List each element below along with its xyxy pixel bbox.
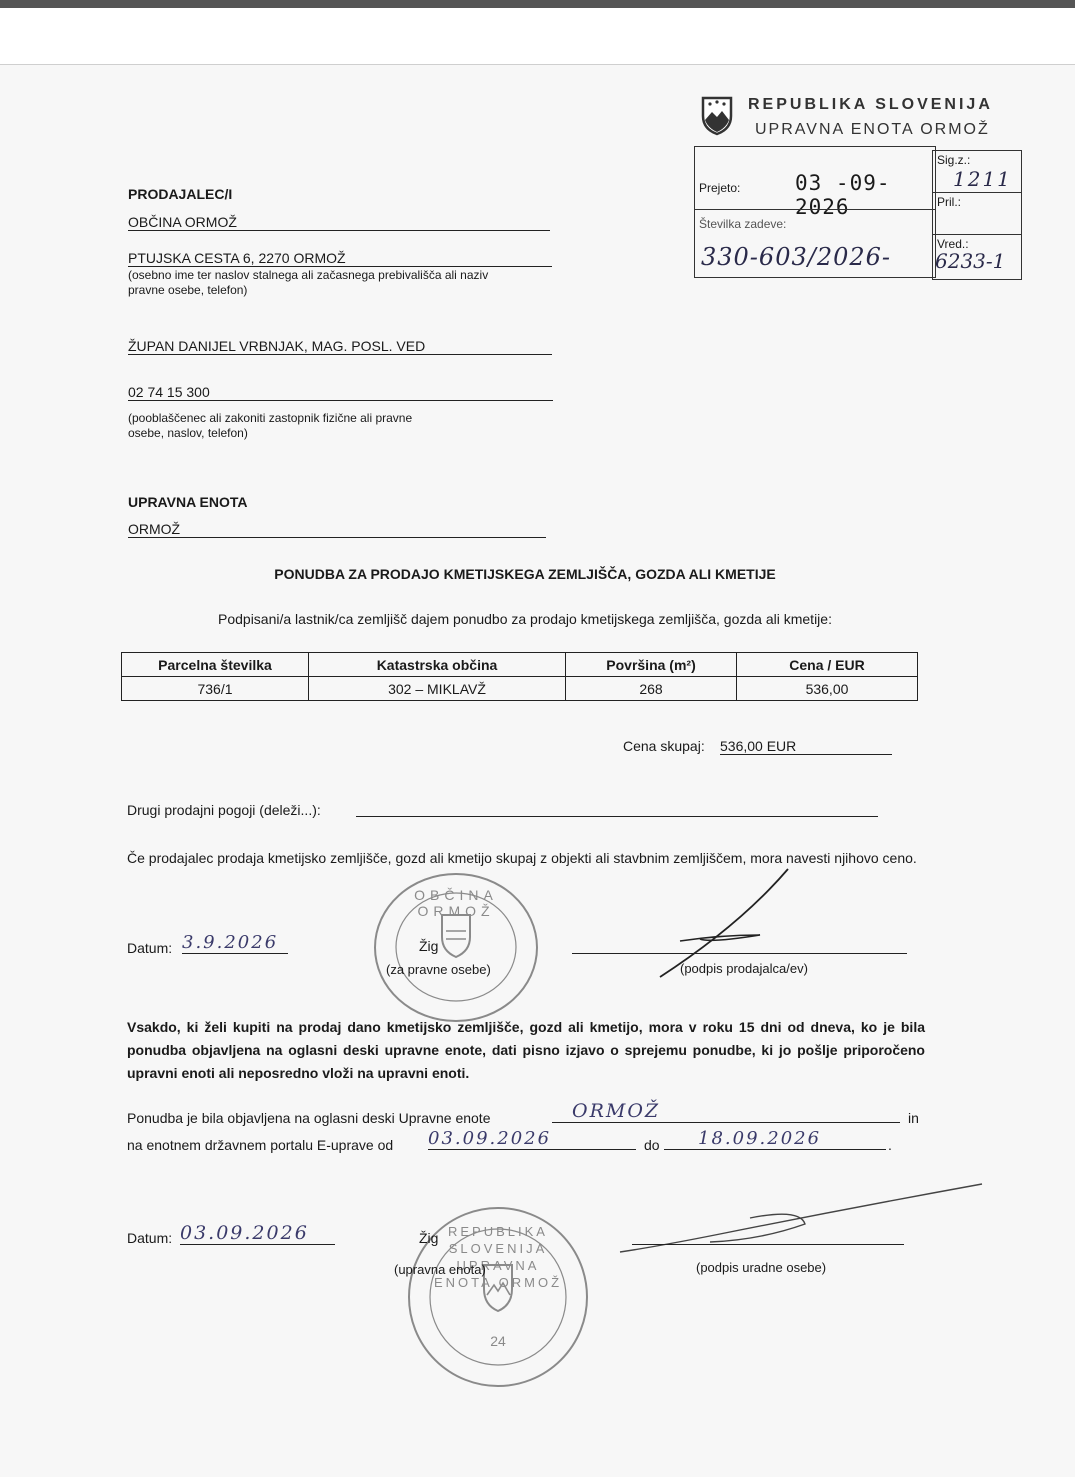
scan-top-edge bbox=[0, 0, 1075, 65]
administrative-unit-seal-text: REPUBLIKA SLOVENIJA UPRAVNA ENOTA ORMOŽ bbox=[433, 1224, 563, 1290]
received-date: 03 -09- 2026 bbox=[795, 171, 891, 219]
official-signature-label: (podpis uradne osebe) bbox=[696, 1260, 827, 1275]
document-title: PONUDBA ZA PRODAJO KMETIJSKEGA ZEMLJIŠČA, GOZDA ALI KMETIJE bbox=[274, 566, 776, 582]
vred-cell bbox=[933, 235, 1021, 277]
sig-label: Sig.z.: bbox=[937, 153, 971, 167]
seller-stamp-label: Žig bbox=[419, 938, 439, 954]
case-number: 330-603/2026- bbox=[701, 243, 891, 271]
official-date-label: Datum: bbox=[127, 1230, 173, 1246]
official-signature bbox=[600, 1178, 990, 1273]
seller-name: OBČINA ORMOŽ bbox=[128, 214, 550, 231]
cell-area: 268 bbox=[566, 677, 737, 701]
conditions-line bbox=[356, 800, 878, 817]
official-stamp-note: (upravna enota) bbox=[394, 1262, 486, 1277]
seller-stamp-note: (za pravne osebe) bbox=[386, 962, 491, 977]
official-date-value: 03.09.2026 bbox=[180, 1222, 335, 1245]
receipt-stamp-side bbox=[932, 150, 1022, 280]
column-header-price: Cena / EUR bbox=[737, 653, 918, 677]
administrative-unit-seal-number: 24 bbox=[490, 1333, 506, 1349]
seller-date-value: 3.9.2026 bbox=[182, 932, 288, 954]
seller-representative: ŽUPAN DANIJEL VRBNJAK, MAG. POSL. VED bbox=[128, 338, 552, 355]
column-header-parcel: Parcelna številka bbox=[122, 653, 309, 677]
admin-unit-heading: UPRAVNA ENOTA bbox=[128, 494, 248, 510]
official-signature-line bbox=[632, 1228, 904, 1245]
publication-line2-prefix: na enotnem državnem portalu E-uprave od bbox=[127, 1137, 394, 1153]
pril-cell bbox=[933, 193, 1021, 235]
table-header-row bbox=[122, 653, 918, 677]
publication-to-label: do bbox=[644, 1137, 660, 1153]
receipt-stamp bbox=[694, 146, 936, 278]
seller-address: PTUJSKA CESTA 6, 2270 ORMOŽ bbox=[128, 250, 552, 267]
header-title: REPUBLIKA SLOVENIJA bbox=[748, 96, 993, 113]
coat-of-arms-icon bbox=[700, 96, 734, 141]
official-stamp-label: Žig bbox=[419, 1230, 439, 1246]
document-intro: Podpisani/a lastnik/ca zemljišč dajem ponudbo za prodajo kmetijskega zemljišča, gozda ali kmetije: bbox=[218, 611, 832, 627]
table-row bbox=[122, 677, 918, 701]
cell-parcel: 736/1 bbox=[122, 677, 309, 701]
publication-line1-prefix: Ponudba je bila objavljena na oglasni deski Upravne enote bbox=[127, 1110, 491, 1126]
seller-signature-line bbox=[572, 937, 907, 954]
publication-unit: ORMOŽ bbox=[552, 1100, 900, 1123]
publication-to-date: 18.09.2026 bbox=[664, 1128, 886, 1150]
vred-value: 6233-1 bbox=[935, 249, 1006, 273]
municipality-seal-text: OBČINA ORMOŽ bbox=[414, 887, 498, 919]
conditions-label: Drugi prodajni pogoji (deleži...): bbox=[127, 802, 321, 818]
cell-price: 536,00 bbox=[737, 677, 918, 701]
column-header-cadastral: Katastrska občina bbox=[309, 653, 566, 677]
vred-label: Vred.: bbox=[937, 237, 969, 251]
parcel-table bbox=[121, 652, 918, 701]
admin-unit-name: ORMOŽ bbox=[128, 521, 546, 538]
total-label: Cena skupaj: bbox=[623, 738, 705, 754]
column-header-area: Površina (m²) bbox=[566, 653, 737, 677]
seller-phone: 02 74 15 300 bbox=[128, 384, 553, 401]
sig-cell bbox=[933, 151, 1021, 193]
pril-label: Pril.: bbox=[937, 195, 961, 209]
header-subtitle: UPRAVNA ENOTA ORMOŽ bbox=[755, 121, 990, 138]
publication-line1-suffix: in bbox=[908, 1110, 919, 1126]
conditions-note: Če prodajalec prodaja kmetijsko zemljišče, gozd ali kmetijo skupaj z objekti ali stavbnim zemljiščem, mora navesti njihovo ceno. bbox=[127, 850, 917, 866]
received-label: Prejeto: bbox=[699, 181, 741, 195]
sig-value: 1211 bbox=[953, 167, 1012, 191]
publication-end: . bbox=[888, 1137, 892, 1153]
seller-signature-label: (podpis prodajalca/ev) bbox=[680, 961, 808, 976]
seller-address-note: (osebno ime ter naslov stalnega ali začasnega prebivališča ali naziv pravne osebe, telefon) bbox=[128, 268, 489, 297]
cell-cadastral: 302 – MIKLAVŽ bbox=[309, 677, 566, 701]
seller-heading: PRODAJALEC/I bbox=[128, 186, 233, 202]
publication-from-date: 03.09.2026 bbox=[428, 1128, 636, 1150]
total-value: 536,00 EUR bbox=[720, 738, 892, 755]
seller-representative-note: (pooblaščenec ali zakoniti zastopnik fizične ali pravne osebe, naslov, telefon) bbox=[128, 411, 413, 440]
seller-date-label: Datum: bbox=[127, 940, 173, 956]
municipality-seal bbox=[374, 873, 538, 1022]
stamp-divider bbox=[695, 209, 935, 210]
case-number-label: Številka zadeve: bbox=[699, 217, 787, 231]
acceptance-notice: Vsakdo, ki želi kupiti na prodaj dano kmetijsko zemljišče, gozd ali kmetijo, mora v roku 15 dni od dneva, ko je bila ponudba objavljena na oglasni deski upravne enote, dati pisno izjavo o sprejemu ponudbe, ki jo pošlje priporočeno upravni enoti ali neposredno vloži na upravni enoti. bbox=[127, 1019, 925, 1081]
